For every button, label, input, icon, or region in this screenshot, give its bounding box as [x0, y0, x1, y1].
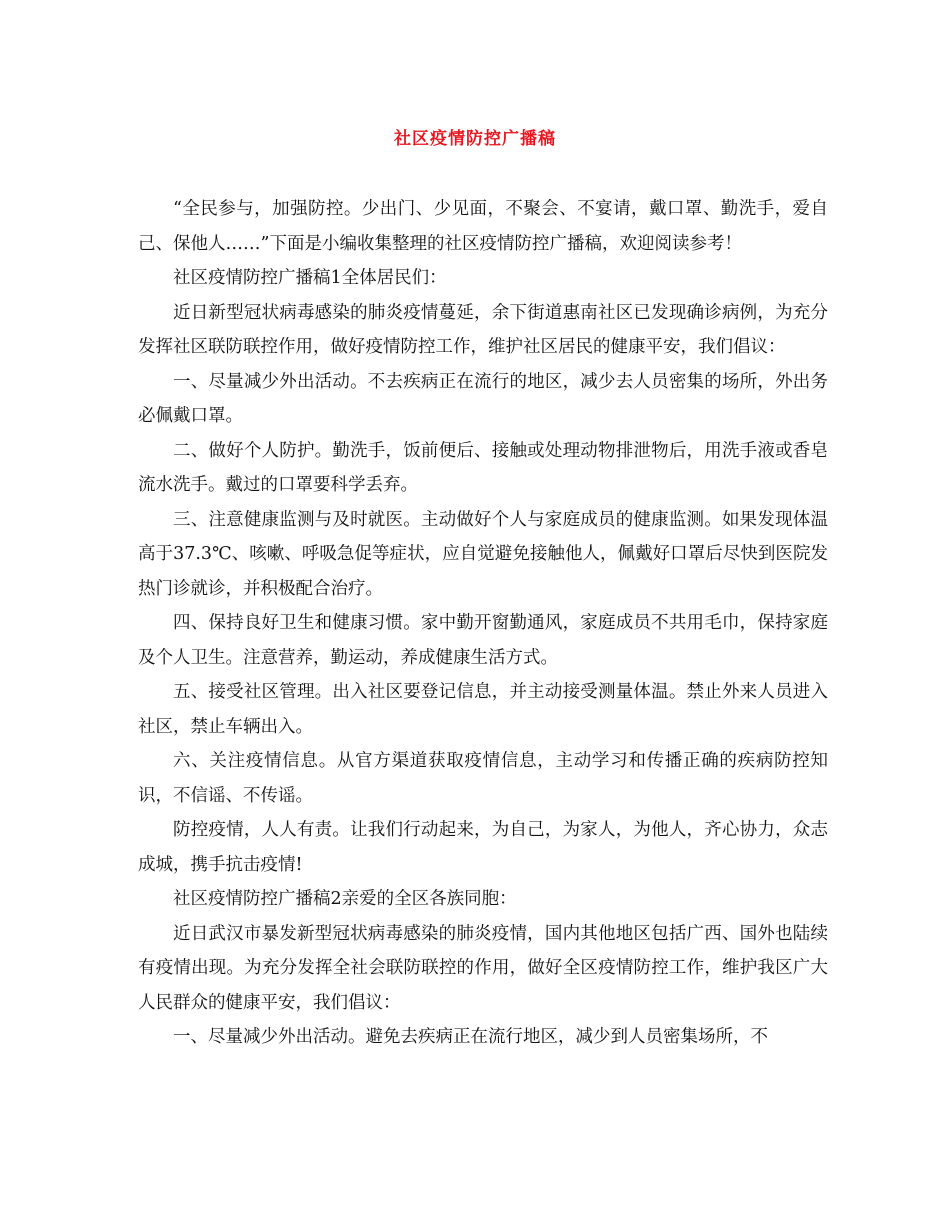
paragraph-1-item-5: 五、接受社区管理。出入社区要登记信息，并主动接受测量体温。禁止外来人员进入社区，禁止车辆出入。	[138, 682, 828, 737]
paragraph-2-item-1: 一、尽量减少外出活动。避免去疾病正在流行地区，减少到人员密集场所，不	[173, 1027, 768, 1047]
paragraph-1-item-1: 一、尽量减少外出活动。不去疾病正在流行的地区，减少去人员密集的场所，外出务必佩戴口罩。	[138, 371, 828, 426]
paragraph-2-intro: 近日武汉市暴发新型冠状病毒感染的肺炎疫情，国内其他地区包括广西、国外也陆续有疫情出现。为充分发挥全社会联防联控的作用，做好全区疫情防控工作，维护我区广大人民群众的健康平安，我们倡议：	[138, 923, 828, 1013]
paragraph-1-item-4: 四、保持良好卫生和健康习惯。家中勤开窗勤通风，家庭成员不共用毛巾，保持家庭及个人卫生。注意营养，勤运动，养成健康生活方式。	[138, 613, 828, 668]
paragraph-1-closing: 防控疫情，人人有责。让我们行动起来，为自己，为家人，为他人，齐心协力，众志成城，携手抗击疫情!	[138, 820, 828, 875]
paragraph-heading-1: 社区疫情防控广播稿1全体居民们：	[173, 268, 447, 288]
paragraph-1-item-2: 二、做好个人防护。勤洗手，饭前便后、接触或处理动物排泄物后，用洗手液或香皂流水洗手。戴过的口罩要科学丢弃。	[138, 440, 828, 495]
document-title: 社区疫情防控广播稿	[394, 129, 556, 149]
paragraph-1-item-3: 三、注意健康监测与及时就医。主动做好个人与家庭成员的健康监测。如果发现体温高于37.3℃、咳嗽、呼吸急促等症状，应自觉避免接触他人，佩戴好口罩后尽快到医院发热门诊就诊，并积极配合治疗。	[138, 509, 828, 599]
paragraph-intro: “全民参与，加强防控。少出门、少见面，不聚会、不宴请，戴口罩、勤洗手，爱自己、保他人……”下面是小编收集整理的社区疫情防控广播稿，欢迎阅读参考！	[138, 199, 828, 254]
document-body	[138, 192, 828, 1055]
paragraph-heading-2: 社区疫情防控广播稿2亲爱的全区各族同胞：	[173, 889, 517, 909]
paragraph-1-item-6: 六、关注疫情信息。从官方渠道获取疫情信息，主动学习和传播正确的疾病防控知识，不信谣、不传谣。	[138, 751, 828, 806]
paragraph-1-intro: 近日新型冠状病毒感染的肺炎疫情蔓延，余下街道惠南社区已发现确诊病例，为充分发挥社区联防联控作用，做好疫情防控工作，维护社区居民的健康平安，我们倡议：	[138, 302, 828, 357]
